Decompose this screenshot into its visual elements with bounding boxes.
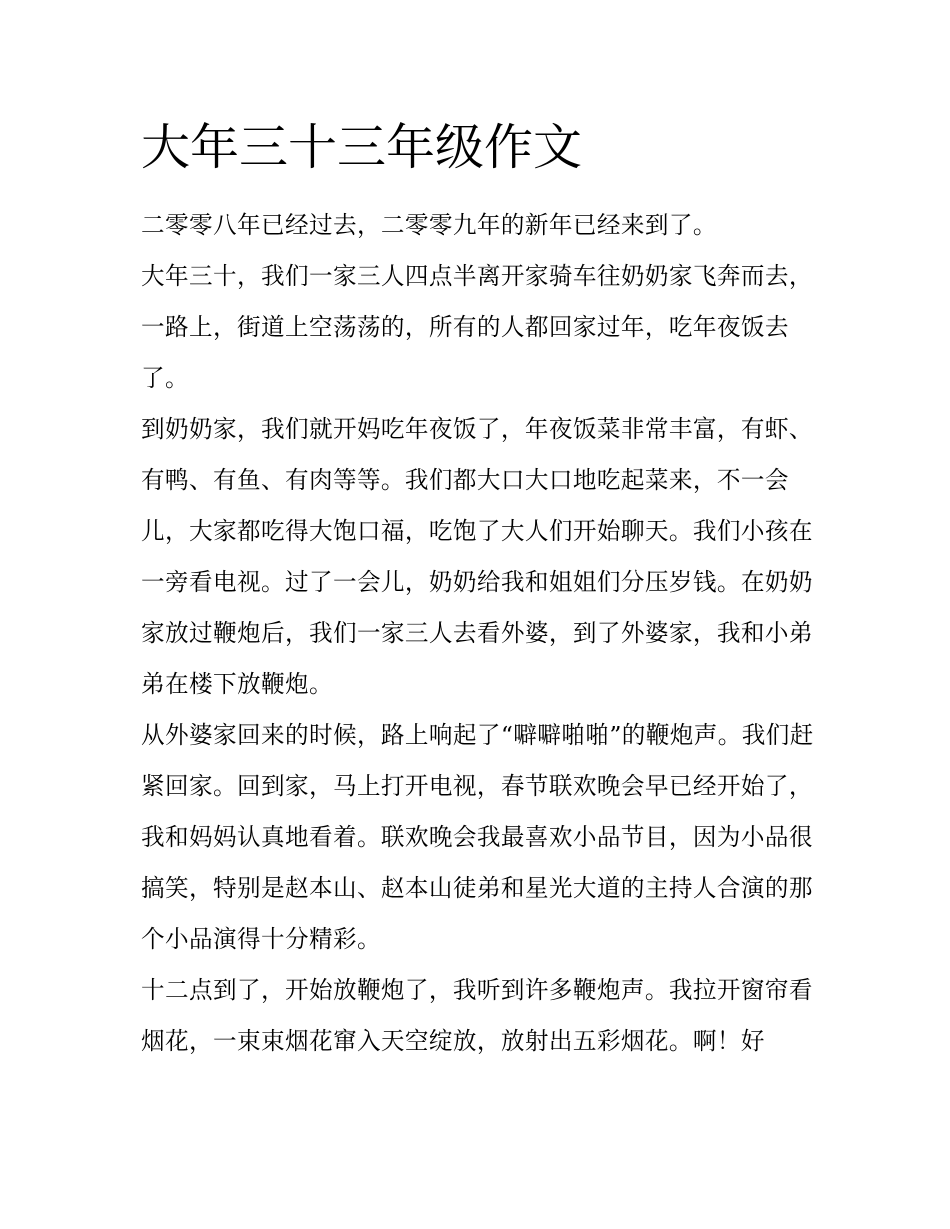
paragraph: 十二点到了，开始放鞭炮了，我听到许多鞭炮声。我拉开窗帘看烟花，一束束烟花窜入天空绽放，放射出五彩烟花。啊！好 bbox=[141, 976, 813, 1055]
document-body bbox=[141, 200, 815, 1067]
paragraph: 从外婆家回来的时候，路上响起了“噼噼啪啪”的鞭炮声。我们赶紧回家。回到家，马上打开电视，春节联欢晚会早已经开始了，我和妈妈认真地看着。联欢晚会我最喜欢小品节目，因为小品很搞笑，特别是赵本山、赵本山徒弟和星光大道的主持人合演的那个小品演得十分精彩。 bbox=[141, 721, 814, 953]
paragraph: 大年三十，我们一家三人四点半离开家骑车往奶奶家飞奔而去，一路上，街道上空荡荡的，所有的人都回家过年，吃年夜饭去了。 bbox=[141, 262, 813, 392]
paragraph: 到奶奶家，我们就开妈吃年夜饭了，年夜饭菜非常丰富，有虾、有鸭、有鱼、有肉等等。我们都大口大口地吃起菜来，不一会儿，大家都吃得大饱口福，吃饱了大人们开始聊天。我们小孩在一旁看电视。过了一会儿，奶奶给我和姐姐们分压岁钱。在奶奶家放过鞭炮后，我们一家三人去看外婆，到了外婆家，我和小弟弟在楼下放鞭炮。 bbox=[141, 415, 813, 698]
document-title: 大年三十三年级作文 bbox=[141, 119, 583, 176]
document-content bbox=[141, 118, 815, 1067]
paragraph: 二零零八年已经过去，二零零九年的新年已经来到了。 bbox=[141, 211, 717, 239]
